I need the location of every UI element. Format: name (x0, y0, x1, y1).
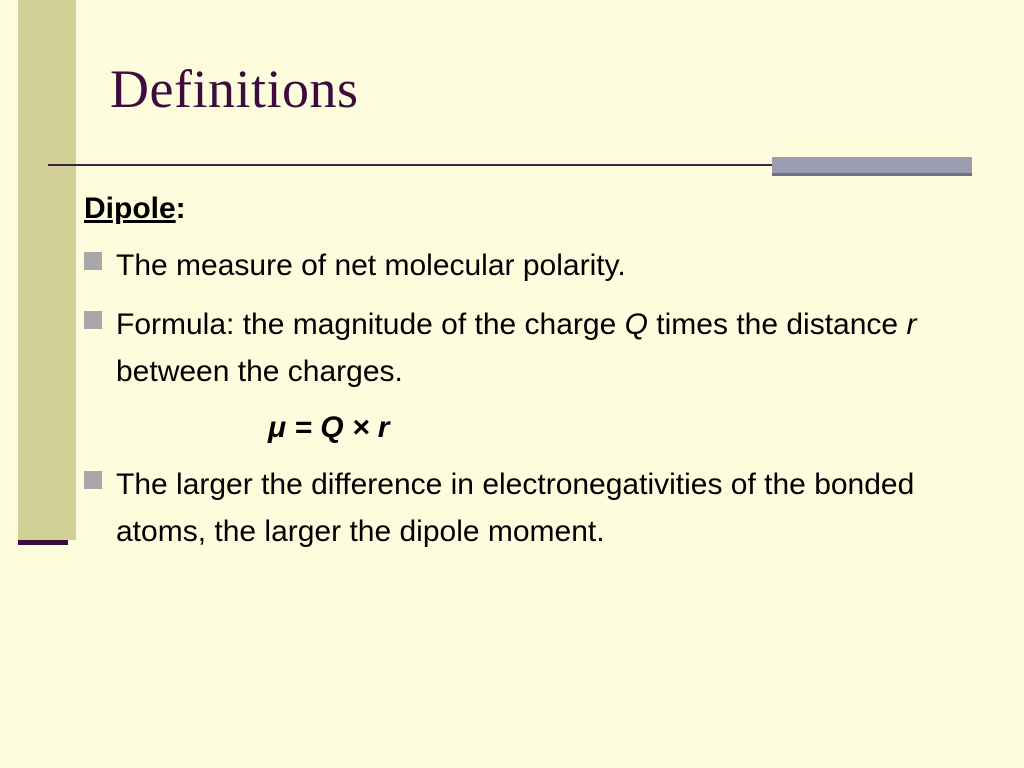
list-item (84, 301, 964, 396)
list-item (84, 242, 964, 289)
list-item (84, 461, 964, 556)
definition-term-line (84, 190, 964, 228)
slide-body (84, 190, 964, 567)
title-divider-cap (772, 157, 972, 173)
left-accent-line (18, 540, 68, 545)
square-bullet-icon (84, 471, 102, 489)
title-divider-cap-underline (772, 173, 972, 176)
square-bullet-icon (84, 311, 102, 329)
square-bullet-icon (84, 252, 102, 270)
definition-term: Dipole (84, 192, 176, 225)
bullet-text-formula: Formula: the magnitude of the charge Q times the distance r between the charges. (116, 307, 917, 389)
left-decorative-bar (18, 0, 76, 540)
formula-text: μ = Q × r (268, 410, 390, 444)
bullet-text-electronegativity: The larger the difference in electronegativities of the bonded atoms, the larger the dipole moment. (116, 467, 915, 549)
definition-term-colon: : (175, 192, 186, 225)
page-title: Definitions (110, 59, 359, 119)
bullet-text-net-polarity: The measure of net molecular polarity. (116, 248, 626, 282)
